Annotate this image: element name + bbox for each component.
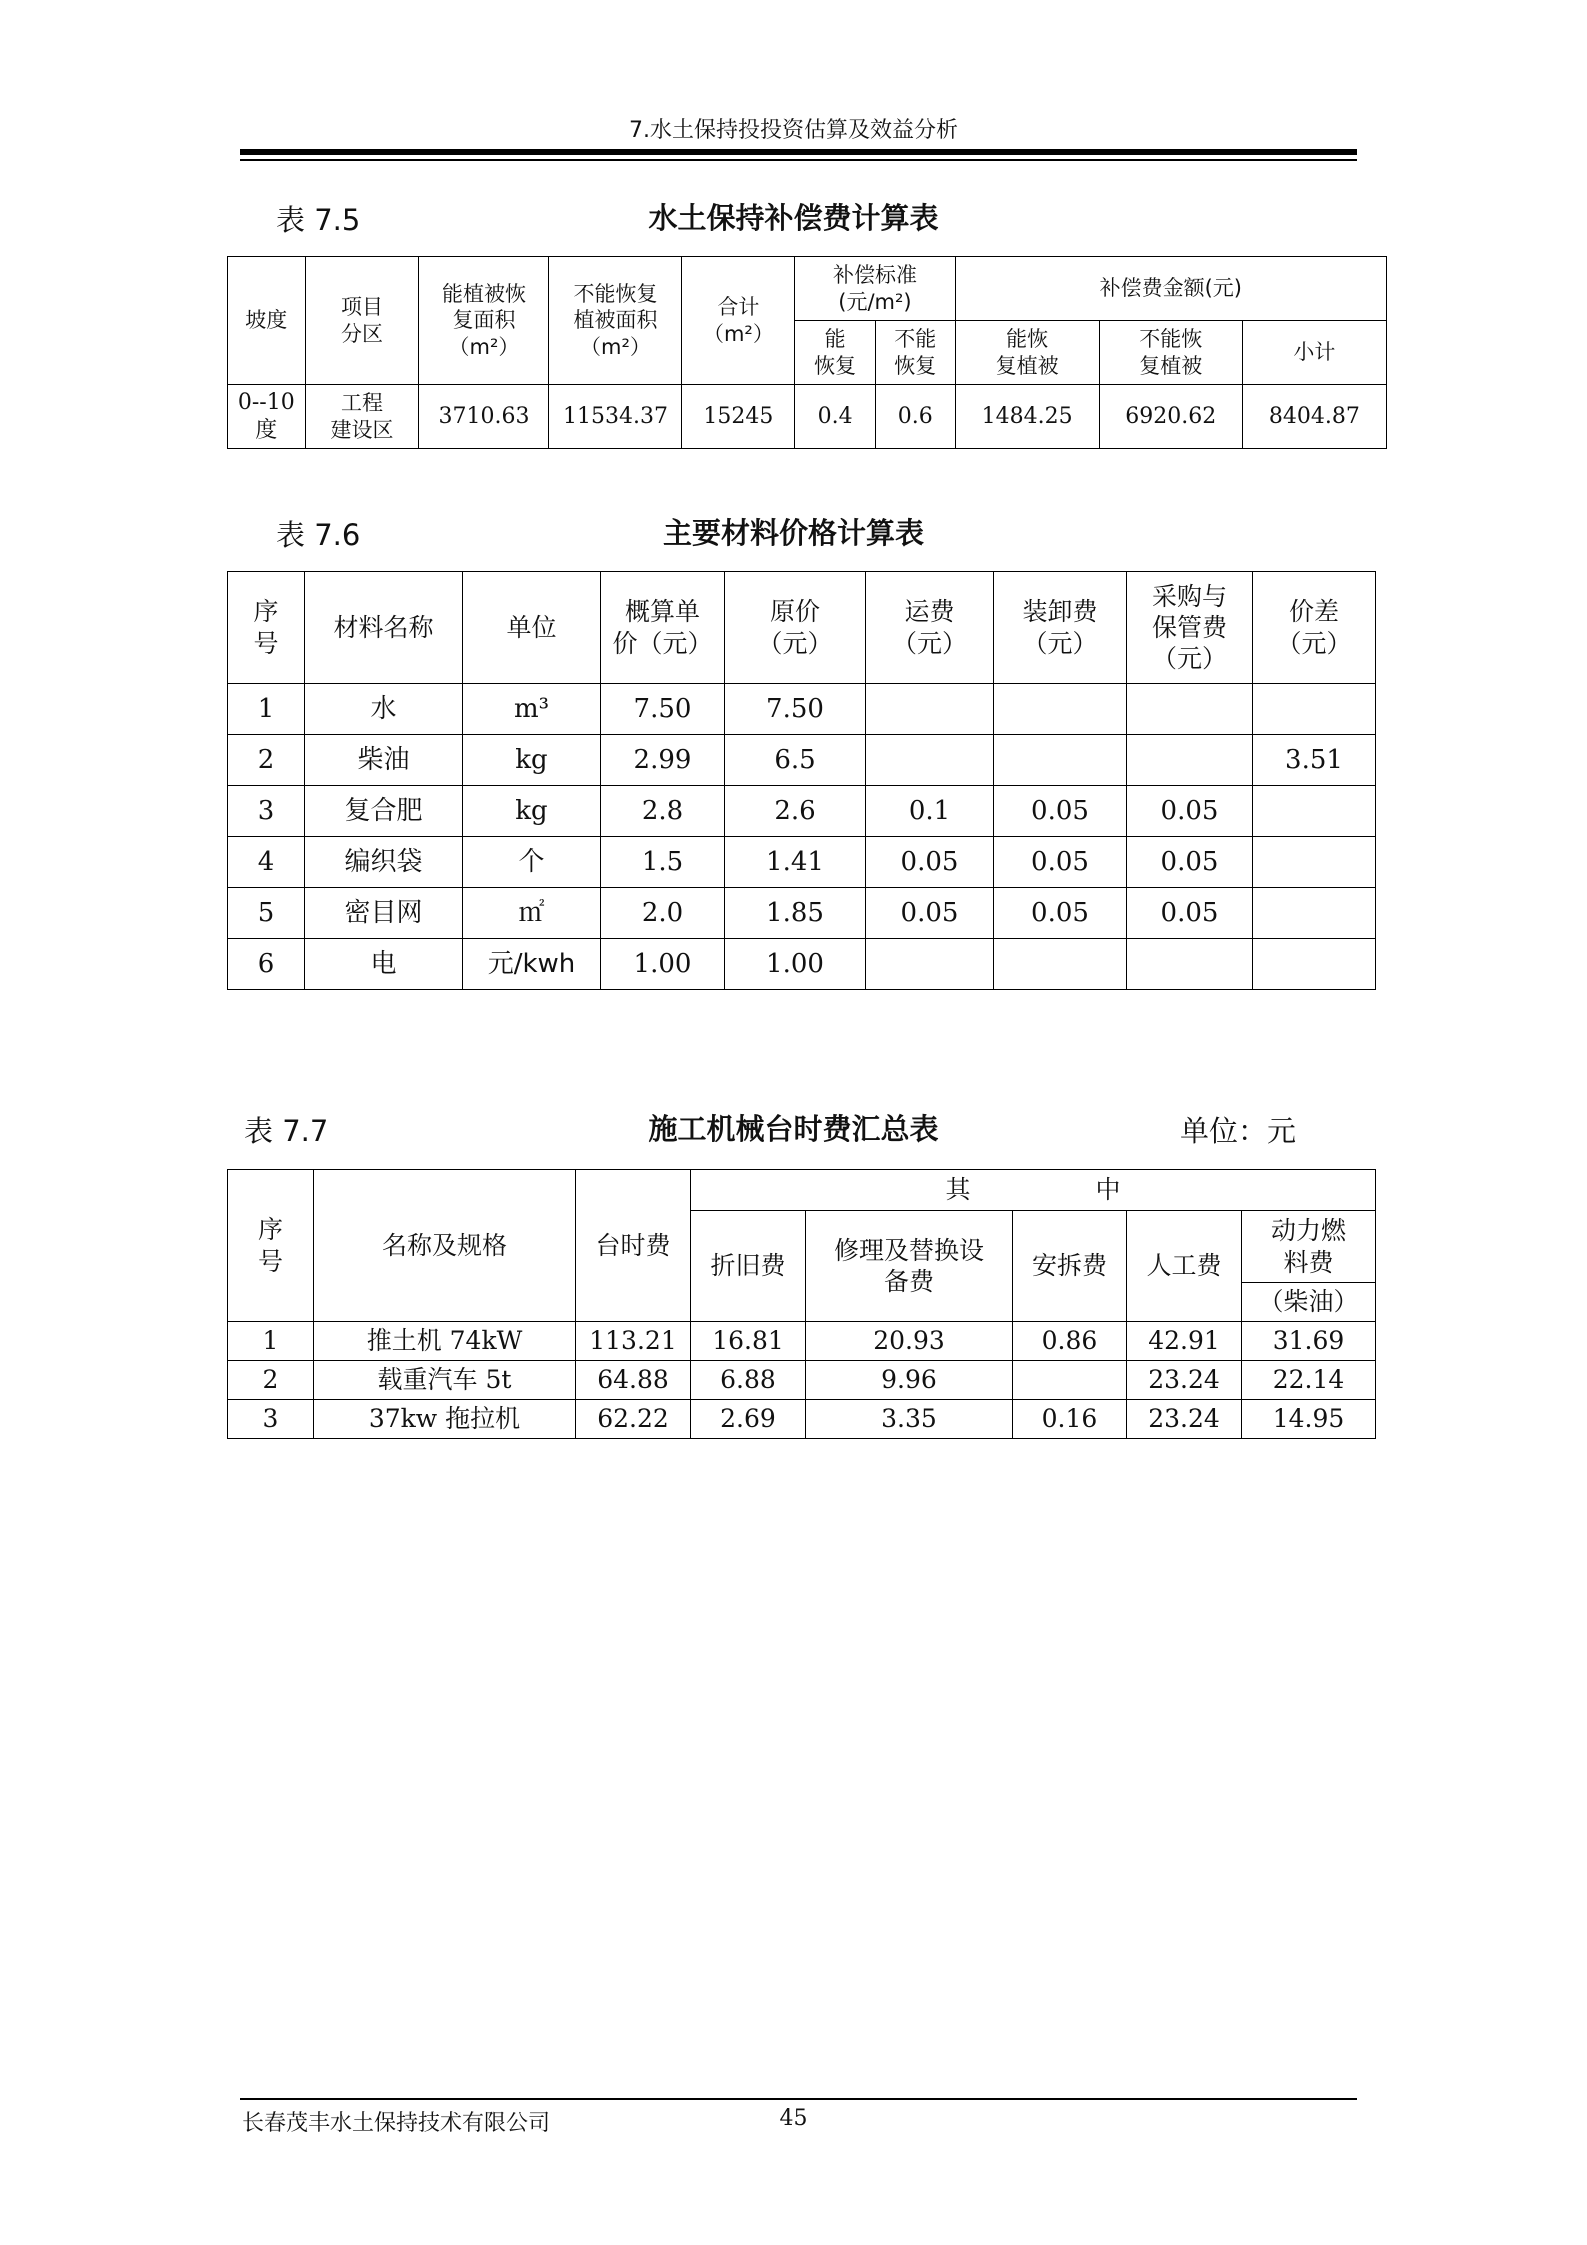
header-rule-thick: [240, 149, 1357, 155]
cell-unit: 元/kwh: [463, 939, 601, 990]
cell-unit: 个: [463, 837, 601, 888]
table-number: 表 7.7: [244, 1114, 329, 1148]
header-nonrestorable-area: 不能恢复 植被面积 （m²）: [549, 257, 682, 385]
table-title: 主要材料价格计算表: [662, 516, 924, 550]
cell-name: 37kw 拖拉机: [314, 1400, 576, 1439]
cell-name: 水: [305, 684, 463, 735]
cell-diff: [1253, 684, 1376, 735]
cell-labor: 42.91: [1127, 1322, 1242, 1361]
cell-no: 6: [228, 939, 305, 990]
header-labor: 人工费: [1127, 1211, 1242, 1322]
header-amt-nonrestorable: 不能恢 复植被: [1099, 321, 1242, 385]
header-restorable-area: 能植被恢 复面积 （m²）: [419, 257, 549, 385]
cell-name: 柴油: [305, 735, 463, 786]
cell-no: 4: [228, 837, 305, 888]
cell-budget: 1.00: [601, 939, 725, 990]
header-price-difference: 价差 （元）: [1253, 572, 1376, 684]
cell-freight: [866, 939, 994, 990]
header-fuel: 动力燃 料费: [1242, 1211, 1376, 1283]
cell-name: 电: [305, 939, 463, 990]
header-original-price: 原价 （元）: [725, 572, 866, 684]
header-amount: 补偿费金额(元): [955, 257, 1386, 321]
table-row: [228, 735, 1376, 786]
cell-restorable-area: 3710.63: [419, 385, 549, 449]
cell-freight: 0.05: [866, 888, 994, 939]
cell-purchase: 0.05: [1127, 837, 1253, 888]
cell-labor: 23.24: [1127, 1400, 1242, 1439]
cell-budget: 2.0: [601, 888, 725, 939]
page-number: 45: [779, 2106, 808, 2131]
cell-diff: [1253, 888, 1376, 939]
table-number: 表 7.6: [276, 518, 361, 552]
header-depreciation: 折旧费: [691, 1211, 806, 1322]
cell-no: 2: [228, 1361, 314, 1400]
cell-handling: [994, 735, 1127, 786]
cell-no: 1: [228, 1322, 314, 1361]
cell-budget: 2.99: [601, 735, 725, 786]
cell-fuel: 14.95: [1242, 1400, 1376, 1439]
header-total-area: 合计 （m²）: [682, 257, 795, 385]
cell-diff: [1253, 837, 1376, 888]
cell-install: 0.86: [1013, 1322, 1127, 1361]
cell-purchase: [1127, 684, 1253, 735]
compensation-fee-table: [227, 256, 1387, 449]
header-handling: 装卸费 （元）: [994, 572, 1127, 684]
cell-subtotal: 8404.87: [1242, 385, 1386, 449]
cell-std-restorable: 0.4: [795, 385, 876, 449]
table-row: [228, 888, 1376, 939]
cell-purchase: [1127, 735, 1253, 786]
header-std-restorable: 能 恢复: [795, 321, 876, 385]
cell-purchase: [1127, 939, 1253, 990]
cell-depreciation: 16.81: [691, 1322, 806, 1361]
cell-no: 2: [228, 735, 305, 786]
cell-orig: 1.00: [725, 939, 866, 990]
cell-install: [1013, 1361, 1127, 1400]
table-title: 施工机械台时费汇总表: [648, 1112, 939, 1146]
cell-name: 复合肥: [305, 786, 463, 837]
cell-orig: 6.5: [725, 735, 866, 786]
cell-unit: kg: [463, 735, 601, 786]
header-zone: 项目 分区: [305, 257, 419, 385]
footer-company: 长春茂丰水土保持技术有限公司: [242, 2111, 551, 2136]
header-no: 序 号: [228, 1170, 314, 1322]
table-row: [228, 939, 1376, 990]
header-among: 其 中: [691, 1170, 1376, 1211]
header-name-spec: 名称及规格: [314, 1170, 576, 1322]
cell-fuel: 31.69: [1242, 1322, 1376, 1361]
cell-std-nonrestorable: 0.6: [875, 385, 955, 449]
cell-fuel: 22.14: [1242, 1361, 1376, 1400]
header-unit: 单位: [463, 572, 601, 684]
cell-handling: 0.05: [994, 786, 1127, 837]
cell-name: 推土机 74kW: [314, 1322, 576, 1361]
header-budget-price: 概算单 价（元）: [601, 572, 725, 684]
cell-freight: [866, 684, 994, 735]
cell-budget: 1.5: [601, 837, 725, 888]
footer-rule: [240, 2098, 1357, 2100]
header-hourly-cost: 台时费: [576, 1170, 691, 1322]
cell-unit: m³: [463, 684, 601, 735]
header-install: 安拆费: [1013, 1211, 1127, 1322]
cell-hourly: 113.21: [576, 1322, 691, 1361]
table-row: [228, 786, 1376, 837]
cell-install: 0.16: [1013, 1400, 1127, 1439]
header-repair: 修理及替换设 备费: [806, 1211, 1013, 1322]
header-slope: 坡度: [228, 257, 306, 385]
cell-depreciation: 2.69: [691, 1400, 806, 1439]
table-title: 水土保持补偿费计算表: [648, 201, 939, 235]
cell-no: 5: [228, 888, 305, 939]
header-material-name: 材料名称: [305, 572, 463, 684]
cell-budget: 2.8: [601, 786, 725, 837]
cell-repair: 9.96: [806, 1361, 1013, 1400]
cell-freight: 0.05: [866, 837, 994, 888]
table-row: [228, 1400, 1376, 1439]
table-7-5-caption: [0, 194, 1587, 238]
header-freight: 运费 （元）: [866, 572, 994, 684]
cell-repair: 3.35: [806, 1400, 1013, 1439]
cell-amt-nonrestorable: 6920.62: [1099, 385, 1242, 449]
cell-diff: [1253, 786, 1376, 837]
cell-unit: ㎡: [463, 888, 601, 939]
table-row: [228, 1361, 1376, 1400]
header-std-nonrestorable: 不能 恢复: [875, 321, 955, 385]
header-fuel-diesel: （柴油）: [1242, 1283, 1376, 1322]
machinery-hourly-cost-table: [227, 1169, 1376, 1439]
cell-budget: 7.50: [601, 684, 725, 735]
cell-orig: 1.41: [725, 837, 866, 888]
table-row: [228, 1322, 1376, 1361]
cell-amt-restorable: 1484.25: [955, 385, 1099, 449]
cell-orig: 1.85: [725, 888, 866, 939]
cell-labor: 23.24: [1127, 1361, 1242, 1400]
cell-unit: kg: [463, 786, 601, 837]
cell-name: 编织袋: [305, 837, 463, 888]
table-row: [228, 837, 1376, 888]
table-7-6-caption: [0, 509, 1587, 553]
cell-no: 1: [228, 684, 305, 735]
cell-hourly: 64.88: [576, 1361, 691, 1400]
cell-repair: 20.93: [806, 1322, 1013, 1361]
cell-no: 3: [228, 1400, 314, 1439]
cell-diff: [1253, 939, 1376, 990]
cell-freight: [866, 735, 994, 786]
cell-orig: 2.6: [725, 786, 866, 837]
header-subtotal: 小计: [1242, 321, 1386, 385]
cell-hourly: 62.22: [576, 1400, 691, 1439]
cell-handling: [994, 939, 1127, 990]
header-standard: 补偿标准 (元/m²): [795, 257, 955, 321]
cell-slope: 0--10 度: [228, 385, 306, 449]
unit-label: 单位：元: [1180, 1114, 1297, 1148]
header-no: 序 号: [228, 572, 305, 684]
cell-no: 3: [228, 786, 305, 837]
cell-handling: [994, 684, 1127, 735]
running-header: 7.水土保持投投资估算及效益分析: [629, 118, 958, 143]
cell-orig: 7.50: [725, 684, 866, 735]
cell-zone: 工程 建设区: [305, 385, 419, 449]
header-rule-thin: [240, 159, 1357, 161]
cell-handling: 0.05: [994, 837, 1127, 888]
cell-purchase: 0.05: [1127, 786, 1253, 837]
header-amt-restorable: 能恢 复植被: [955, 321, 1099, 385]
table-row: [228, 684, 1376, 735]
cell-purchase: 0.05: [1127, 888, 1253, 939]
cell-diff: 3.51: [1253, 735, 1376, 786]
cell-depreciation: 6.88: [691, 1361, 806, 1400]
cell-handling: 0.05: [994, 888, 1127, 939]
header-purchase-storage: 采购与 保管费 （元）: [1127, 572, 1253, 684]
cell-name: 密目网: [305, 888, 463, 939]
table-number: 表 7.5: [276, 203, 361, 237]
table-7-7-caption: [0, 1105, 1587, 1149]
material-price-table: [227, 571, 1376, 990]
table-row: [228, 385, 1387, 449]
cell-total-area: 15245: [682, 385, 795, 449]
cell-freight: 0.1: [866, 786, 994, 837]
cell-nonrestorable-area: 11534.37: [549, 385, 682, 449]
cell-name: 载重汽车 5t: [314, 1361, 576, 1400]
